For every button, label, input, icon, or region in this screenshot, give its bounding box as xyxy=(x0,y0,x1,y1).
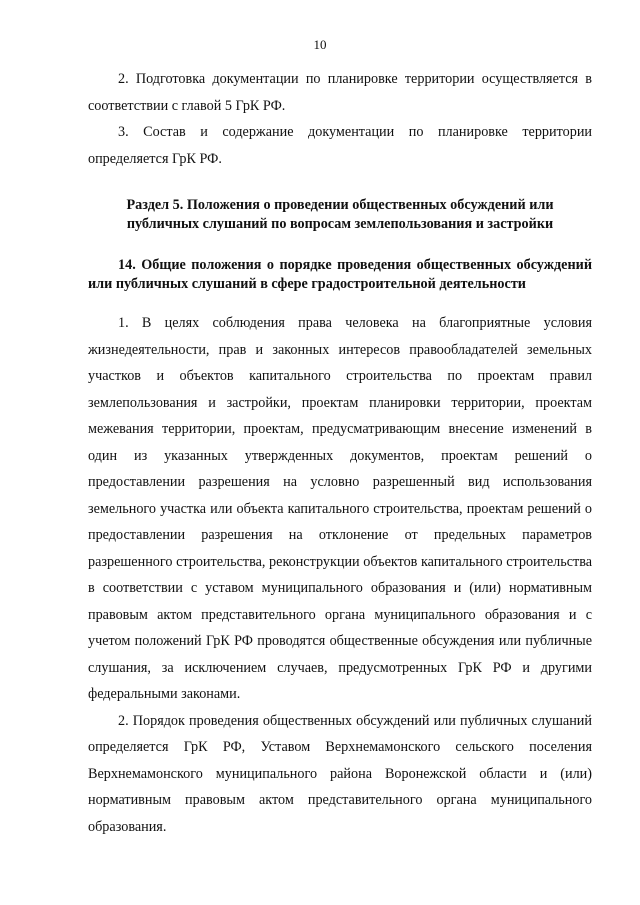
paragraph-2-planning-docs: 2. Подготовка документации по планировке территории осуществляется в соответствии с главой 5 ГрК РФ. xyxy=(88,71,592,114)
article-heading: 14. Общие положения о порядке проведения общественных обсуждений или публичных слушаний в сфере градостроительной деятельности xyxy=(88,257,592,292)
document-body xyxy=(88,66,592,840)
article-paragraph-2: 2. Порядок проведения общественных обсуждений или публичных слушаний определяется ГрК РФ, Уставом Верхнемамонского сельского поселения Верхнемамонского муниципального района Воронежской области и (или) нормативным правовым актом представительного органа муниципального образования. xyxy=(88,712,592,835)
section-heading: Раздел 5. Положения о проведении общественных обсуждений или публичных слушаний по вопросам землепользования и застройки xyxy=(126,197,554,232)
page-number: 10 xyxy=(313,37,327,52)
article-paragraph-1: 1. В целях соблюдения права человека на благоприятные условия жизнедеятельности, прав и законных интересов правообладателей земельных участков и объектов капитального строительства по проектам правил землепользования и застройки, проектам планировки территории, проектам межевания территории, проектам, предусматривающим внесение изменений в один из указанных утвержденных документов, проектам решений о предоставлении разрешения на условно разрешенный вид использования земельного участка или объекта капитального строительства, проектам решений о предоставлении разрешения на отклонение от предельных параметров разрешенного строительства, реконструкции объектов капитального строительства в соответствии с уставом муниципального образования и (или) нормативным правовым актом представительного органа муниципального образования и с учетом положений ГрК РФ проводятся общественные обсуждения или публичные слушания, за исключением случаев, предусмотренных ГрК РФ и другими федеральными законами. xyxy=(88,315,592,702)
paragraph-3-docs-composition: 3. Состав и содержание документации по планировке территории определяется ГрК РФ. xyxy=(88,124,592,167)
